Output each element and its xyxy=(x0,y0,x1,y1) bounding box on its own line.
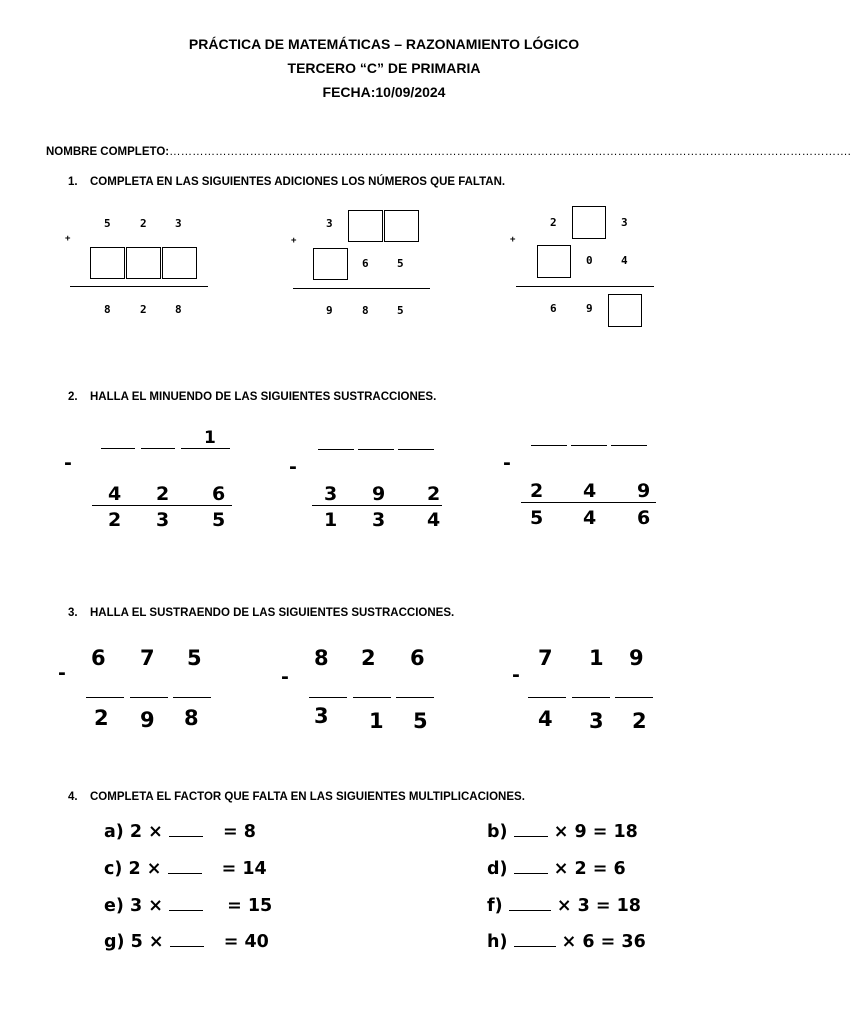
section-number: 4. xyxy=(68,791,78,803)
digit: 7 xyxy=(140,646,155,670)
section-4-heading xyxy=(68,791,525,803)
minus-sign: - xyxy=(289,456,297,478)
answer-blank[interactable] xyxy=(396,697,434,698)
digit: 9 xyxy=(629,646,644,670)
multiplication-h xyxy=(487,932,646,952)
digit: 9 xyxy=(326,304,333,317)
section-text: COMPLETA EL FACTOR QUE FALTA EN LAS SIGUIENTES MULTIPLICACIONES. xyxy=(90,791,525,803)
sum-line xyxy=(70,286,208,287)
multiplication-b xyxy=(487,822,638,842)
answer-blank xyxy=(181,448,230,449)
digit: 6 xyxy=(91,646,106,670)
digit: 2 xyxy=(427,483,441,505)
section-1-heading xyxy=(68,176,505,188)
result-line xyxy=(521,502,656,503)
multiplication-e xyxy=(104,896,272,916)
answer-box[interactable] xyxy=(572,206,606,239)
name-fill-line[interactable]: ……………………………………………………………………………………………………………………………………………………………. xyxy=(169,146,851,158)
multiplication-c xyxy=(104,859,267,879)
expr-prefix: a) 2 × xyxy=(104,822,163,842)
digit: 5 xyxy=(187,646,202,670)
answer-blank[interactable] xyxy=(169,896,203,911)
digit: 2 xyxy=(108,509,122,531)
answer-blank[interactable] xyxy=(528,697,566,698)
expr-prefix: b) xyxy=(487,822,508,842)
minus-sign: - xyxy=(58,662,66,684)
multiplication-d xyxy=(487,859,626,879)
answer-blank[interactable] xyxy=(358,449,394,450)
result-line xyxy=(92,505,232,506)
expr-suffix: × 3 = 18 xyxy=(556,896,641,916)
answer-blank[interactable] xyxy=(514,932,556,947)
answer-blank[interactable] xyxy=(101,448,135,449)
expr-suffix: × 2 = 6 xyxy=(553,859,626,879)
name-label: NOMBRE COMPLETO: xyxy=(46,146,170,158)
digit: 9 xyxy=(637,480,651,502)
answer-blank[interactable] xyxy=(309,697,347,698)
answer-box[interactable] xyxy=(162,247,197,279)
digit: 4 xyxy=(108,483,122,505)
digit: 6 xyxy=(550,302,557,315)
digit: 2 xyxy=(140,217,147,230)
expr-suffix: × 9 = 18 xyxy=(553,822,638,842)
expr-suffix: = 8 xyxy=(223,822,256,842)
digit: 2 xyxy=(550,216,557,229)
answer-box[interactable] xyxy=(313,248,348,280)
expr-prefix: h) xyxy=(487,932,508,952)
digit: 9 xyxy=(586,302,593,315)
multiplication-f xyxy=(487,896,641,916)
digit: 5 xyxy=(397,257,404,270)
digit: 1 xyxy=(204,428,216,448)
sum-line xyxy=(293,288,430,289)
answer-blank[interactable] xyxy=(611,445,647,446)
section-text: HALLA EL SUSTRAENDO DE LAS SIGUIENTES SUSTRACCIONES. xyxy=(90,607,455,619)
sum-line xyxy=(516,286,654,287)
digit: 2 xyxy=(530,480,544,502)
digit: 4 xyxy=(583,507,597,529)
digit: 3 xyxy=(156,509,170,531)
digit: 8 xyxy=(314,646,329,670)
plus-sign: + xyxy=(510,235,516,245)
digit: 6 xyxy=(637,507,651,529)
digit: 2 xyxy=(361,646,376,670)
answer-blank[interactable] xyxy=(86,697,124,698)
minus-sign: - xyxy=(64,452,72,474)
expr-suffix: × 6 = 36 xyxy=(561,932,646,952)
answer-blank[interactable] xyxy=(571,445,607,446)
answer-blank[interactable] xyxy=(168,859,202,874)
digit: 4 xyxy=(427,509,441,531)
digit: 5 xyxy=(530,507,544,529)
digit: 5 xyxy=(397,304,404,317)
digit: 7 xyxy=(538,646,553,670)
class-label: TERCERO “C” DE PRIMARIA xyxy=(287,60,481,76)
digit: 5 xyxy=(212,509,226,531)
answer-blank[interactable] xyxy=(169,822,203,837)
digit: 3 xyxy=(324,483,338,505)
expr-prefix: g) 5 × xyxy=(104,932,164,952)
answer-blank[interactable] xyxy=(130,697,168,698)
minus-sign: - xyxy=(281,666,289,688)
expr-prefix: c) 2 × xyxy=(104,859,162,879)
plus-sign: + xyxy=(65,234,71,244)
section-number: 2. xyxy=(68,391,78,403)
digit: 2 xyxy=(140,303,147,316)
answer-box[interactable] xyxy=(537,245,571,278)
answer-box[interactable] xyxy=(348,210,383,242)
expr-prefix: f) xyxy=(487,896,503,916)
answer-blank[interactable] xyxy=(398,449,434,450)
section-text: HALLA EL MINUENDO DE LAS SIGUIENTES SUSTRACCIONES. xyxy=(90,391,437,403)
digit: 8 xyxy=(184,706,199,730)
digit: 4 xyxy=(538,707,553,731)
digit: 4 xyxy=(621,254,628,267)
digit: 1 xyxy=(324,509,338,531)
multiplication-a xyxy=(104,822,256,842)
digit: 5 xyxy=(413,709,428,733)
section-3-heading xyxy=(68,607,454,619)
digit: 2 xyxy=(94,706,109,730)
name-row xyxy=(46,146,851,158)
digit: 3 xyxy=(372,509,386,531)
digit: 6 xyxy=(212,483,226,505)
answer-blank[interactable] xyxy=(353,697,391,698)
digit: 6 xyxy=(362,257,369,270)
minus-sign: - xyxy=(503,452,511,474)
digit: 0 xyxy=(586,254,593,267)
expr-prefix: d) xyxy=(487,859,508,879)
digit: 9 xyxy=(140,708,155,732)
digit: 3 xyxy=(314,704,329,728)
answer-box[interactable] xyxy=(384,210,419,242)
minus-sign: - xyxy=(512,664,520,686)
digit: 9 xyxy=(372,483,386,505)
answer-box[interactable] xyxy=(126,247,161,279)
digit: 1 xyxy=(369,709,384,733)
expr-suffix: = 14 xyxy=(221,859,267,879)
section-2-heading xyxy=(68,391,436,403)
digit: 5 xyxy=(104,217,111,230)
expr-suffix: = 40 xyxy=(223,932,269,952)
answer-blank[interactable] xyxy=(572,697,610,698)
answer-box[interactable] xyxy=(608,294,642,327)
digit: 1 xyxy=(589,646,604,670)
digit: 4 xyxy=(583,480,597,502)
result-line xyxy=(312,505,442,506)
date-label: FECHA:10/09/2024 xyxy=(322,84,446,100)
expr-prefix: e) 3 × xyxy=(104,896,163,916)
section-number: 3. xyxy=(68,607,78,619)
answer-blank[interactable] xyxy=(141,448,175,449)
digit: 8 xyxy=(104,303,111,316)
worksheet-title: PRÁCTICA DE MATEMÁTICAS – RAZONAMIENTO LÓGICO xyxy=(188,36,580,52)
expr-suffix: = 15 xyxy=(227,896,273,916)
answer-blank[interactable] xyxy=(615,697,653,698)
digit: 6 xyxy=(410,646,425,670)
digit: 8 xyxy=(175,303,182,316)
answer-blank[interactable] xyxy=(509,896,551,911)
answer-blank[interactable] xyxy=(318,449,354,450)
section-text: COMPLETA EN LAS SIGUIENTES ADICIONES LOS NÚMEROS QUE FALTAN. xyxy=(90,176,506,188)
digit: 2 xyxy=(632,709,647,733)
digit: 3 xyxy=(621,216,628,229)
plus-sign: + xyxy=(291,236,297,246)
answer-blank[interactable] xyxy=(514,859,548,874)
answer-blank[interactable] xyxy=(514,822,548,837)
digit: 3 xyxy=(175,217,182,230)
digit: 2 xyxy=(156,483,170,505)
digit: 8 xyxy=(362,304,369,317)
answer-blank[interactable] xyxy=(170,932,204,947)
answer-blank[interactable] xyxy=(173,697,211,698)
digit: 3 xyxy=(589,709,604,733)
section-number: 1. xyxy=(68,176,78,188)
answer-blank[interactable] xyxy=(531,445,567,446)
answer-box[interactable] xyxy=(90,247,125,279)
digit: 3 xyxy=(326,217,333,230)
multiplication-g xyxy=(104,932,269,952)
